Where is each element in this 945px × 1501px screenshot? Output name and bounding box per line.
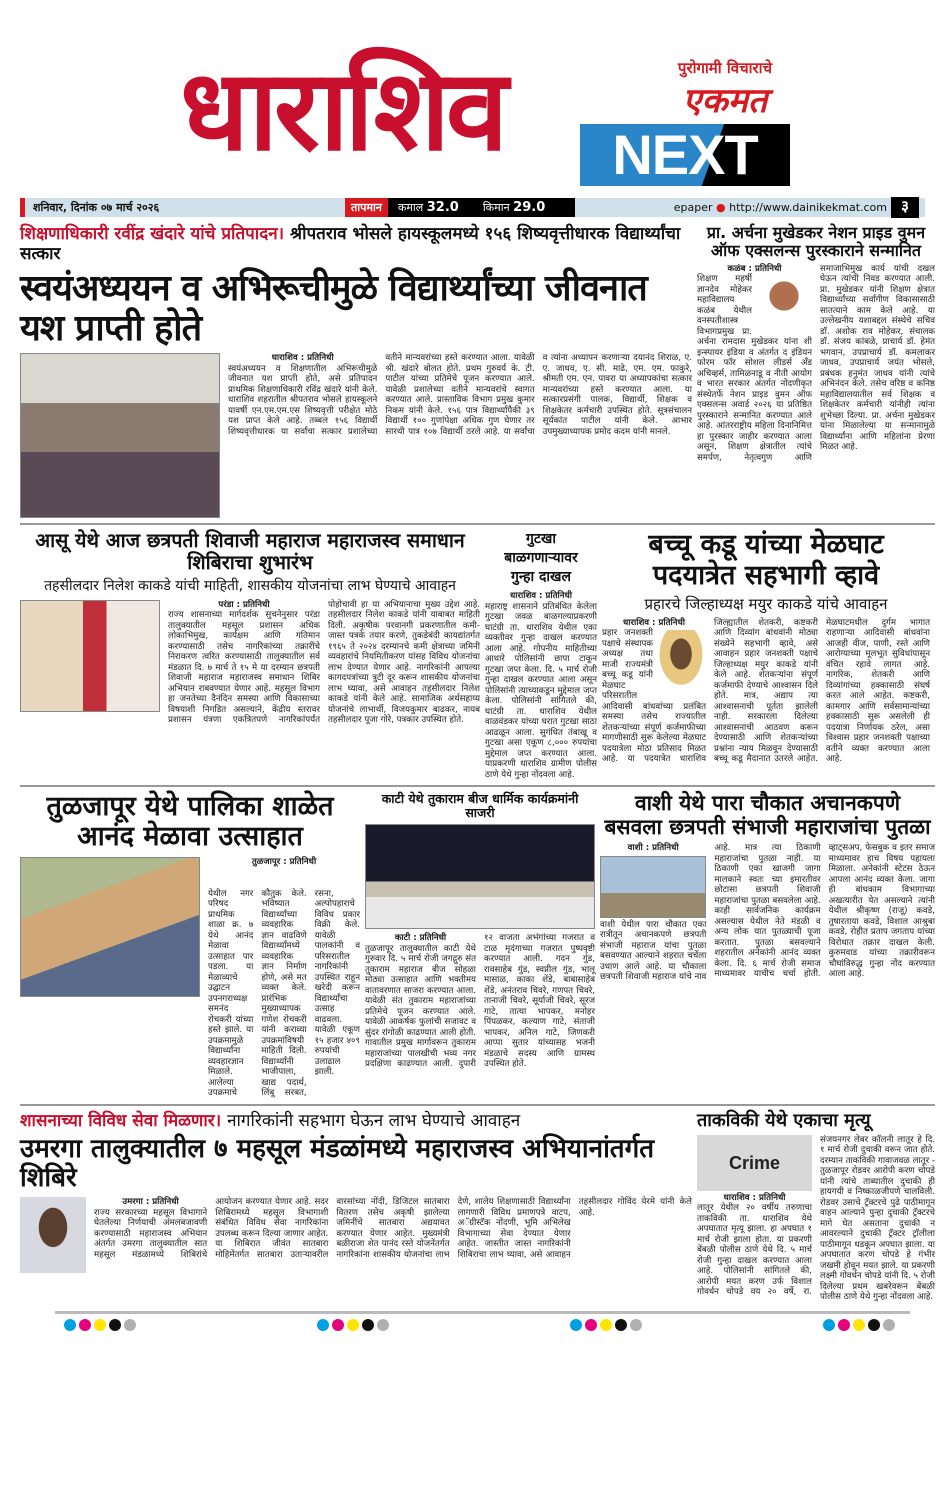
footer-marks <box>20 1314 935 1337</box>
story1-body <box>228 353 692 437</box>
story3-body <box>168 600 480 726</box>
story4-headline-line1: गुटखा <box>525 531 557 548</box>
story5-headline-line2: पदयात्रेत सहभागी व्हावे <box>652 559 880 591</box>
cyan-dot <box>823 1319 835 1331</box>
story7 <box>365 792 595 1070</box>
story9-kicker-red: शासनाच्या विविध सेवा मिळणार। <box>20 1110 222 1131</box>
temperature-label: तापमान <box>345 198 388 217</box>
min-label: किमान <box>482 201 510 214</box>
story6-headline-line2: आनंद मेळावा उत्साहात <box>77 821 303 853</box>
story2-text: शिक्षण महर्षी ज्ञानदेव मोहेकर महाविद्यालय कळंब येथील वनस्पतीशास्त्र विभागप्रमुख प्रा. अर्चना रामदास मुखेडकर यांना शी इन्स्पायर इंडिया व अंतर्गत द इंडियन फोरम फॉर सोशल लीडर्स अँड अचिव्हर्स, तामिळनाडू व नीती आयोग व भारत सरकार अंतर्गत नोंदणीकृत संस्थेतर्फे नेशन प्राइड वुमन ऑफ एक्सलन्स अवार्ड २०२६ या प्रतिष्ठित पुरस्काराने सन्मानित करण्यात आले आहे. आंतरराष्ट्रीय महिला दिनानिमित्त हा पुरस्कार जाहीर करण्यात आला असून, शिक्षण क्षेत्रातील त्यांचे समर्पण, नेतृत्वगुण आणि समाजाभिमुख कार्य यांची दखल घेऊन त्यांची निवड करण्यात आली. प्रा. मुखेडकर यांनी शिक्षण क्षेत्रात विद्यार्थ्यांच्या सर्वांगीण विकासासाठी सातत्याने काम केले आहे. या उल्लेखनीय यशाबद्दल संस्थेचे सचिव डॉ. अशोक राव मोहेकर, संचालक डॉ. संजय कांबळे, प्राचार्य डॉ. हेमंत भगवान, उपप्राचार्य डॉ. कमलाकर जाधव, उपप्राचार्य जयंत भोसले, प्रबंधक हनुमंत जाधव यांनी त्यांचे अभिनंदन केले. तसेच वरिष्ठ व कनिष्ठ महाविद्यालयातील सर्व शिक्षक व शिक्षकेतर कर्मचारी यांनीही त्यांना शुभेच्छा दिल्या. प्रा. अर्चना मुखेडकर यांना मिळालेल्या या सन्मानामुळे विद्यार्थ्यांना आणि महिलांना प्रेरणा मिळत आहे. <box>697 263 935 463</box>
story8-headline <box>600 792 935 839</box>
story5-headline-line1: बच्चू कडू यांच्या मेळघाट <box>648 529 884 561</box>
story2-headline <box>697 224 935 260</box>
story8-dateline: वाशी : प्रतिनिधी <box>627 843 679 854</box>
story6-photo <box>20 857 200 997</box>
epaper-label: epaper <box>673 201 713 214</box>
story7-headline: काटी येथे तुकाराम बीज धार्मिक कार्यक्रमांनी साजरी <box>381 791 579 821</box>
story10-dateline: धाराशिव : प्रतिनिधी <box>723 1192 786 1203</box>
story7-body <box>365 933 595 1070</box>
black-dot <box>362 1319 374 1331</box>
story2-headline-line1: प्रा. अर्चना मुखेडकर नेशन प्राइड वुमन <box>706 223 926 242</box>
story1-kicker <box>20 224 692 265</box>
story9-text: राज्य सरकारच्या महसूल विभागाने घेतलेल्या निर्णयाची अंमलबजावणी करण्यासाठी महाराजस्व अभियान अंतर्गत उमरगा तालुक्यातील सात महसूल मंडळामध्ये शिबिरांचे आयोजन करण्यात येणार आहे. सदर शिबिरामध्ये महसूल विभागाशी संबंधित विविध सेवा नागरिकांना उपलब्ध करून दिल्या जाणार आहेत. या शिबिरात जीवंत सातबारा मोहिमेंतर्गत सातबारा उताऱ्यावरील वारसांच्या नोंदी, डिजिटल सातबारा वितरण तसेच अकृषी झालेल्या जमिनींचे सातबारा अद्ययावत करण्यात येणार आहेत. मुख्यमंत्री बळीराजा शेत पानंद रस्ते योजनेंतर्गत नागरिकांना शासकीय योजनांचा लाभ देणे, शालेय शिक्षणासाठी विद्यार्थ्यांना लागणारी विविध प्रमाणपत्रे वाटप, अॅग्रीस्टॅक नोंदणी, भूमि अभिलेख विभागाच्या सेवा देण्यात येणार आहेत. जास्तीत जास्त नागरिकांनी शिबिराचा लाभ घ्यावा, असे आवाहन तहसीलदार गोविंद येरमे यांनी केले आहे. <box>94 1197 692 1260</box>
story6-headline <box>20 792 360 852</box>
story4-body <box>485 591 597 780</box>
story9-kicker-text: नागरिकांनी सहभाग घेऊन लाभ घेण्याचे आवाहन <box>227 1110 521 1131</box>
gray-dot <box>883 1319 895 1331</box>
max-temp: 32.0 <box>426 200 459 215</box>
story3 <box>20 530 480 725</box>
story8-body <box>600 843 935 983</box>
cyan-dot <box>570 1319 582 1331</box>
story9-dateline: उमरगा : प्रतिनिधी <box>122 1197 179 1208</box>
story6-text: येथील नगर परिषद प्राथमिक शाळा क्र. ७ येथे आनंद मेळावा उत्साहात पार पडला. या मेळाव्याचे उद्घाटन उपनगराध्यक्ष समनंद रोचकरी यांच्या हस्ते झाले. या उपक्रमामुळे विद्यार्थ्यांना व्यवहारज्ञान मिळाले. आलेल्या उपक्रमाचे कौतुक केले. भविष्यात विद्यार्थ्यांच्या व्यवहारिक ज्ञान वाढविणे विद्यार्थ्यांमध्ये व्यवहारिक ज्ञान निर्माण होणे, असे मत व्यक्त केले. प्रारंभिक मुख्याध्यापक गणेश रोचकरी यांनी कराव्या उपक्रमांविषयी माहिती दिली. विद्यार्थ्यांनी भाजीपाला, खाद्य पदार्थ, लिंबू सरबत, रसना, अल्पोपहाराचे विविध प्रकार विक्री केले. यावेळी पालकांनी व परिसरातील नागरिकांनी उपस्थित राहून खरेदी करून विद्यार्थ्यांचा उत्साह वाढवला. यावेळी एकूण १५ हजार ४०९ रुपयांची उलाढाल झाली. <box>208 888 360 1099</box>
story3-photo <box>20 600 160 712</box>
globe-icon: ● <box>716 201 726 214</box>
story4-headline-line3: गुन्हा दाखल <box>510 569 571 586</box>
story10-headline: ताकविकी येथे एकाचा मृत्यू <box>697 1109 871 1131</box>
story7-dateline: काटी : प्रतिनिधी <box>394 933 447 944</box>
cyan-dot <box>64 1319 76 1331</box>
black-dot <box>109 1319 121 1331</box>
story4-headline-line2: बाळगणाऱ्यावर <box>504 550 578 567</box>
magenta-dot <box>79 1319 91 1331</box>
story9-headline: उमरगा तालुक्यातील ७ महसूल मंडळांमध्ये महाराजस्व अभियानांतर्गत शिबिरे <box>20 1133 655 1194</box>
story6-body <box>208 889 360 1099</box>
magenta-dot <box>838 1319 850 1331</box>
crime-image: Crime <box>697 1135 812 1191</box>
story7-text: तुळजापूर तालुक्यातील काटी येथे गुरुवार दि. ५ मार्च रोजी जगद्गुरु संत तुकाराम महाराज बीज सोहळा मोठ्या उत्साहात आणि भक्तीमय वातावरणात साजरा करण्यात आला. यावेळी संत तुकाराम महाराजांच्या प्रतिमेचे पूजन करण्यात आले. यावेळी आकर्षक फुलांची सजावट व सुंदर रांगोळी काढण्यात आली होती. गावातील प्रमुख मार्गावरून तुकाराम महाराजांच्या पालखीची भव्य नगर प्रदक्षिणा काढण्यात आली. दुपारी १२ वाजता अभंगांच्या गजरात व टाळ मृदंगाच्या गजरात पुष्पवृष्टी करण्यात आली. गदन गुंड, रावसाहेब गुंड, स्वप्नील गुंड, भालू मासाळ, काका शेंडे, बाबासाहेब शेंडे, अनंतराव चिवरे, गणपत चिवरे, तानाजी चिवरे, सूर्याजी चिवरे, सूरज गाटे, तात्या भापकर, मनोहर पिंपळकर, कल्याण गाटे, संताजी भापकर, अनिल गाटे, जिणकरी आप्पा सुतार यांच्यासह भजनी मंडळाचे सदस्य आणि ग्रामस्थ उपस्थित होते. <box>365 933 595 1070</box>
story8 <box>600 792 935 983</box>
story5-body <box>602 618 930 765</box>
story2-portrait <box>756 276 812 326</box>
story1-kicker-red: शिक्षणाधिकारी रवींद्र खंदारे यांचे प्रतिपादन। <box>20 224 285 244</box>
yellow-dot <box>94 1319 106 1331</box>
magenta-dot <box>332 1319 344 1331</box>
black-dot <box>868 1319 880 1331</box>
story3-subhead: तहसीलदार निलेश काकडे यांची माहिती, शासकीय योजनांचा लाभ घेण्याचे आवाहन <box>44 578 456 595</box>
masthead-tagline: पुरोगामी विचाराचे <box>677 59 773 77</box>
story9-portrait <box>20 1197 86 1273</box>
story6-dateline: तुळजापूर : प्रतिनिधी <box>251 856 317 867</box>
story9-body <box>94 1197 692 1260</box>
edition-logo: NEXT <box>580 124 790 186</box>
issue-date: शनिवार, दिनांक ०७ मार्च २०२६ <box>33 201 160 214</box>
min-temp: 29.0 <box>513 200 546 215</box>
story5-dateline: धाराशिव : प्रतिनिधी <box>622 617 686 628</box>
gray-dot <box>377 1319 389 1331</box>
story5 <box>602 530 930 764</box>
row-2 <box>20 523 935 780</box>
story3-headline: आसू येथे आज छत्रपती शिवाजी महाराज महाराजस्व समाधान शिबिराचा शुभारंभ <box>35 529 465 575</box>
story4-text: महाराष्ट्र शासनाने प्रतिबंधित केलेला गुटखा जवळ बाळगल्याप्रकरणी घाटंग्री ता. धाराशिव येथील एका व्यक्तीवर गुन्हा दाखल करण्यात आला आहे. गोपनीय माहितीच्या आधारे पोलिसांनी छापा टाकून गुटखा जप्त केला. दि. ५ मार्च रोजी गुन्हा दाखल करण्यात आला असून पोलिसांनी त्याच्याकडून मुद्देमाल जप्त केला. पोलिसांनी सांगितले की, घाटंग्री ता. धाराशिव येथील वाळवंडकर यांच्या घरात गुटखा साठा आढळून आला. सुगंधित तंबाखू व गुटखा असा एकूण ८,००० रुपयांचा मुद्देमाल जप्त करण्यात आला. याप्रकरणी धाराशिव ग्रामीण पोलीस ठाणे येथे गुन्हा नोंदवला आहे. <box>485 601 597 780</box>
yellow-dot <box>347 1319 359 1331</box>
color-registration-marks <box>823 1319 895 1331</box>
color-registration-marks <box>570 1319 642 1331</box>
story4-dateline: धाराशिव : प्रतिनिधी <box>509 591 573 602</box>
story1-headline: स्वयंअध्ययन व अभिरूचीमुळे विद्यार्थ्यांच्या जीवनात यश प्राप्ती होते <box>20 267 647 350</box>
story5-portrait <box>656 630 706 690</box>
temperature-box <box>345 198 575 217</box>
yellow-dot <box>853 1319 865 1331</box>
story8-headline-line1: वाशी येथे पारा चौकात अचानकपणे <box>634 791 901 816</box>
color-registration-marks <box>317 1319 389 1331</box>
brand-logo: एकमत <box>682 81 768 121</box>
yellow-dot <box>600 1319 612 1331</box>
row-1 <box>20 221 935 518</box>
story7-photo <box>365 824 595 929</box>
gray-dot <box>630 1319 642 1331</box>
story2-headline-line2: ऑफ एक्सलन्स पुरस्काराने सन्मानित <box>710 240 922 260</box>
story9 <box>20 1111 692 1274</box>
story5-headline <box>602 530 930 590</box>
black-dot <box>615 1319 627 1331</box>
row-4 <box>20 1104 935 1303</box>
story5-subhead: प्रहारचे जिल्हाध्यक्ष मयुर काकडे यांचे आवाहन <box>644 594 888 613</box>
story5-text: प्रहार जनशक्ती पक्षाचे संस्थापक अध्यक्ष तथा माजी राज्यमंत्री बच्चू कडू यांनी मेळघाट परिसरातील आदिवासी बांधवांच्या प्रलंबित समस्या तसेच राज्यातील शेतकऱ्यांच्या संपूर्ण कर्जमाफीच्या मागणीसाठी सुरू केलेल्या मेळघाट पदयात्रेला मोठा प्रतिसाद मिळत आहे. या पदयात्रेत धाराशिव जिल्ह्यातील शेतकरी, कष्टकरी आणि दिव्यांग बांधवांनी मोठ्या संख्येने सहभागी व्हावे, असे आवाहन प्रहार जनशक्ती पक्षाचे जिल्हाध्यक्ष मयुर काकडे यांनी केले आहे. शेतकऱ्यांना संपूर्ण कर्जमाफी देण्याचे आश्वासन दिले होते. मात्र, अद्याप त्या आश्वासनाची पूर्तता झालेली नाही. सरकारला दिलेल्या आश्वासनाची आठवण करून देण्यासाठी आणि शेतकऱ्यांच्या प्रश्नांना न्याय मिळवून देण्यासाठी बच्चू कडू मैदानात उतरले आहेत. मेळघाटमधील दुर्गम भागात राहणाऱ्या आदिवासी बांधवांना आजही वीज, पाणी, रस्ते आणि आरोग्याच्या मूलभूत सुविधांपासून वंचित रहावे लागत आहे. नागरिक, शेतकरी आणि दिव्यांगांच्या हक्कासाठी संघर्ष करत आले आहेत. कष्टकरी, कामगार आणि सर्वसामान्यांच्या हक्कासाठी सुरू असलेली ही पदयात्रा निर्णायक ठरेल, असा विश्वास प्रहार जनशक्ती पक्षाच्या वतीने व्यक्त करण्यात आला आहे. <box>602 617 930 765</box>
page-number: ३ <box>891 197 919 218</box>
story2-body <box>697 264 935 464</box>
story2 <box>697 224 935 463</box>
story1-dateline: धाराशिव : प्रतिनिधी <box>271 353 334 364</box>
masthead <box>20 0 935 198</box>
story1-photo <box>20 353 220 518</box>
story3-dateline: परंडा : प्रतिनिधी <box>218 599 270 610</box>
story8-photo <box>600 856 706 918</box>
story1-kicker-text: श्रीपतराव भोसले हायस्कूलमध्ये १५६ शिष्यवृत्तीधारक विद्यार्थ्यांचा सत्कार <box>20 224 681 265</box>
magenta-dot <box>585 1319 597 1331</box>
cyan-dot <box>317 1319 329 1331</box>
story4 <box>485 530 597 780</box>
story9-kicker <box>20 1111 692 1131</box>
story4-headline <box>485 530 597 587</box>
story8-text: वाशी येथील पारा चौकात एका रात्रीतून अचानकपणे छत्रपती संभाजी महाराज यांचा पुतळा बसवण्यात आल्याने शहरात चर्चेला उधाण आले आहे. या चौकाला छत्रपती शिवाजी महाराज यांचे नाव आहे. मात्र त्या ठिकाणी महाराजांचा पुतळा नाही. या ठिकाणी एका खाजगी जागा मालकाने स्वतः च्या इमारतीवर छोटासा छत्रपती शिवाजी महाराजांचा पुतळा बसवलेला आहे. काही सार्वजनिक कार्यक्रम असल्यास येथील नेते मंडळी व अन्य लोक यात पुतळ्याची पूजा करतात. पुतळा बसवल्याने शहरातील अनेकांनी आनंद व्यक्त केला. दि. ६ मार्च रोजी समाज माध्यमावर याचीच चर्चा होती. व्हाट्सअप, फेसबुक व इतर समाज माध्यमावर हाच विषय पहायला मिळाला. अनेकांनी स्टेटस ठेऊन आपला आनंद व्यक्त केला. जागा ही बांधकाम विभागाच्या अखत्यारीत येत असल्याने त्यांनी येथील श्रीकृष्ण (राजू) कवडे, तुषारताया कवडे, विशाल आश्रुबा कवडे, रोहीत प्रताप जगताप यांच्या विरोधात तक्रार दाखल केली. कुरुमवाड यांच्या तक्रारीवरून चौघांविरुद्ध गुन्हा नोंद करण्यात आला आहे. <box>600 843 935 983</box>
story6 <box>20 792 360 1098</box>
color-registration-marks <box>64 1319 136 1331</box>
story6-body-top <box>208 857 360 868</box>
story1-text: स्वयंअध्ययन व शिक्षणातील अभिरूचीमुळे जीवनात यश प्राप्ती होते, असे प्रतिपादन प्राथमिक शिक्षणाधिकारी रविंद्र खंदारे यांनी केले. धाराशिव शहरातील श्रीपतराव भोसले हायस्कूलने यावर्षी एन.एम.एम.एस शिष्यवृत्ती परीक्षेत मोठे यश प्राप्त केले आहे. तब्बल १५६ विद्यार्थी शिष्यवृत्तीधारक या सर्वांचा सत्कार प्रशालेच्या वतीने मान्यवरांच्या हस्ते करण्यात आला. यावेळी श्री. खंदारे बोलत होते. प्रथम गुरुवर्य के. टी. पाटील यांच्या प्रतिमेचे पूजन करण्यात आले. यावेळी प्रशालेच्या वतीने मान्यवरांचे स्वागत करण्यात आले. प्रास्ताविक विभाग प्रमुख कुमार निकम यांनी केले. १५६ पात्र विद्यार्थ्यांपैकी ३९ विद्यार्थी १०० गुणांपेक्षा अधिक गुण घेणार तर सारथी पात्र १०७ विद्यार्थी ठरले आहे. या सर्वांचा व त्यांना अध्यापन करणाऱ्या दयानंद शिराळ, ए. ए. जाधव, ए. सी. माढे, एम. एम. फाकुरे, श्रीमती एम. एन. पावरा या अध्यापकांचा सत्कार मान्यवरांच्या हस्ते करण्यात आला. या सत्कारप्रसंगी पालक, विद्यार्थी, शिक्षक व शिक्षकेतर कर्मचारी उपस्थित होते. सूत्रसंचालन सूर्यकांत पाटील यांनी केले. आभार उपमुख्याध्यापक प्रमोद कदम यांनी मानले. <box>228 353 692 437</box>
story1 <box>20 224 692 518</box>
date-bar <box>20 198 925 217</box>
story10 <box>697 1111 935 1303</box>
story10-text: लातूर येथील २० वर्षीय तरुणाचा ताकविकी ता. धाराशिव येथे अपघातात मृत्यू झाला. हा अपघात १ मार्च रोजी झाला होता. या प्रकरणी बेंबळी पोलीस ठाणे येथे दि. ५ मार्च रोजी गुन्हा दाखल करण्यात आला आहे. पोलिसांनी सांगितले की, आरोपी मयत करण उर्फ विशाल गोवर्धन चोपडे वय २० वर्षे, रा. संजयनगर लेबर कॉलनी लातूर हे दि. १ मार्च रोजी दुचाकी वरून जात होते. दरम्यान ताकविकी गावाजवळ लातूर - तुळजापूर रोडवर आरोपी करण चोपडे यांनी त्यांचे ताब्यातील दुचाकी ही हायगयी व निष्काळजीपणे चालविली. रोडवर उसाचे ट्रॅक्टरचे पुढे पाठीमागून वाहन आल्याने पुन्हा दुचाकी ट्रॅक्टरचे मागे घेत असताना दुचाकी न आवरल्याने दुचाकी ट्रॅक्टर ट्रॉलीला पाठीमागून धडकून अपघात झाला. या अपघातात करण चोपडे हे गंभीर जखमी होवून मयत झाले. या प्रकरणी लक्ष्मी गोवर्धन चोपडे यांनी दि. ५ रोजी दिलेल्या प्रथम खबरेवरून बेंबळी पोलीस ठाणे येथे गुन्हा नोंदवला आहे. <box>697 1134 936 1303</box>
row-3 <box>20 785 935 1098</box>
story10-body <box>697 1135 935 1303</box>
masthead-title: धाराशिव <box>180 46 505 176</box>
story3-text: राज्य शासनाच्या मार्गदर्शक सुचनेनुसार परंडा तालुक्यातील महसूल प्रशासन अधिक लोकाभिमुख, कार्यक्षम आणि गतिमान करण्यासाठी तसेच नागरिकांच्या तक्रारींचे निराकरण त्वरित करण्यासाठी तालुक्यातील सर्व मंडळात दि. ७ मार्च ते १५ मे या दरम्यान छत्रपती शिवाजी महाराज महाराजस्व समाधान शिबिर अभियान राबवण्यात येणार आहे. महसूल विभाग हा जनतेच्या दैनंदिन समस्या आणि विकासाच्या विषयाशी निगडित असल्याने, केंद्रीय स्तरावर प्रशासन यंत्रणा एकत्रितपणे नागरिकांपर्यंत पोहोचावी हा या अभियानाचा मुख्य उद्देश आहे. तहसीलदार निलेश काकडे यांनी याबाबत माहिती दिली. अकृषीक परवानगी प्रकरणातील कमी-जास्त पत्रके तयार करणे, तुकडेबंदी कायद्यांतर्गत १९६५ ते २०२४ दरम्यानचे कमी क्षेत्राच्या जमिनी व्यवहारांचे नियमितीकरण यांसह विविध योजनांचा लाभ देण्यात येणार आहे. नागरिकांनी आपल्या कागदपत्रांच्या त्रुटी दूर करून शासकीय योजनांचा लाभ घ्यावा, असे आवाहन तहसीलदार निलेश काकडे यांनी केले आहे. सामाजिक अर्थसहाय्य योजनांचे लाभार्थी, विजयकुमार बाढकर, नायब तहसीलदार पूजा गोरे, पत्रकार उपस्थित होते. <box>168 599 480 726</box>
story6-headline-line1: तुळजापूर येथे पालिका शाळेत <box>46 791 334 823</box>
story8-headline-line2: बसवला छत्रपती संभाजी महाराजांचा पुतळा <box>604 814 931 839</box>
gray-dot <box>124 1319 136 1331</box>
max-label: कमाल <box>397 201 424 214</box>
story2-dateline: कळंब : प्रतिनिधी <box>727 263 782 274</box>
epaper-link[interactable] <box>674 198 887 217</box>
website-url[interactable]: http://www.dainikekmat.com <box>729 201 887 214</box>
